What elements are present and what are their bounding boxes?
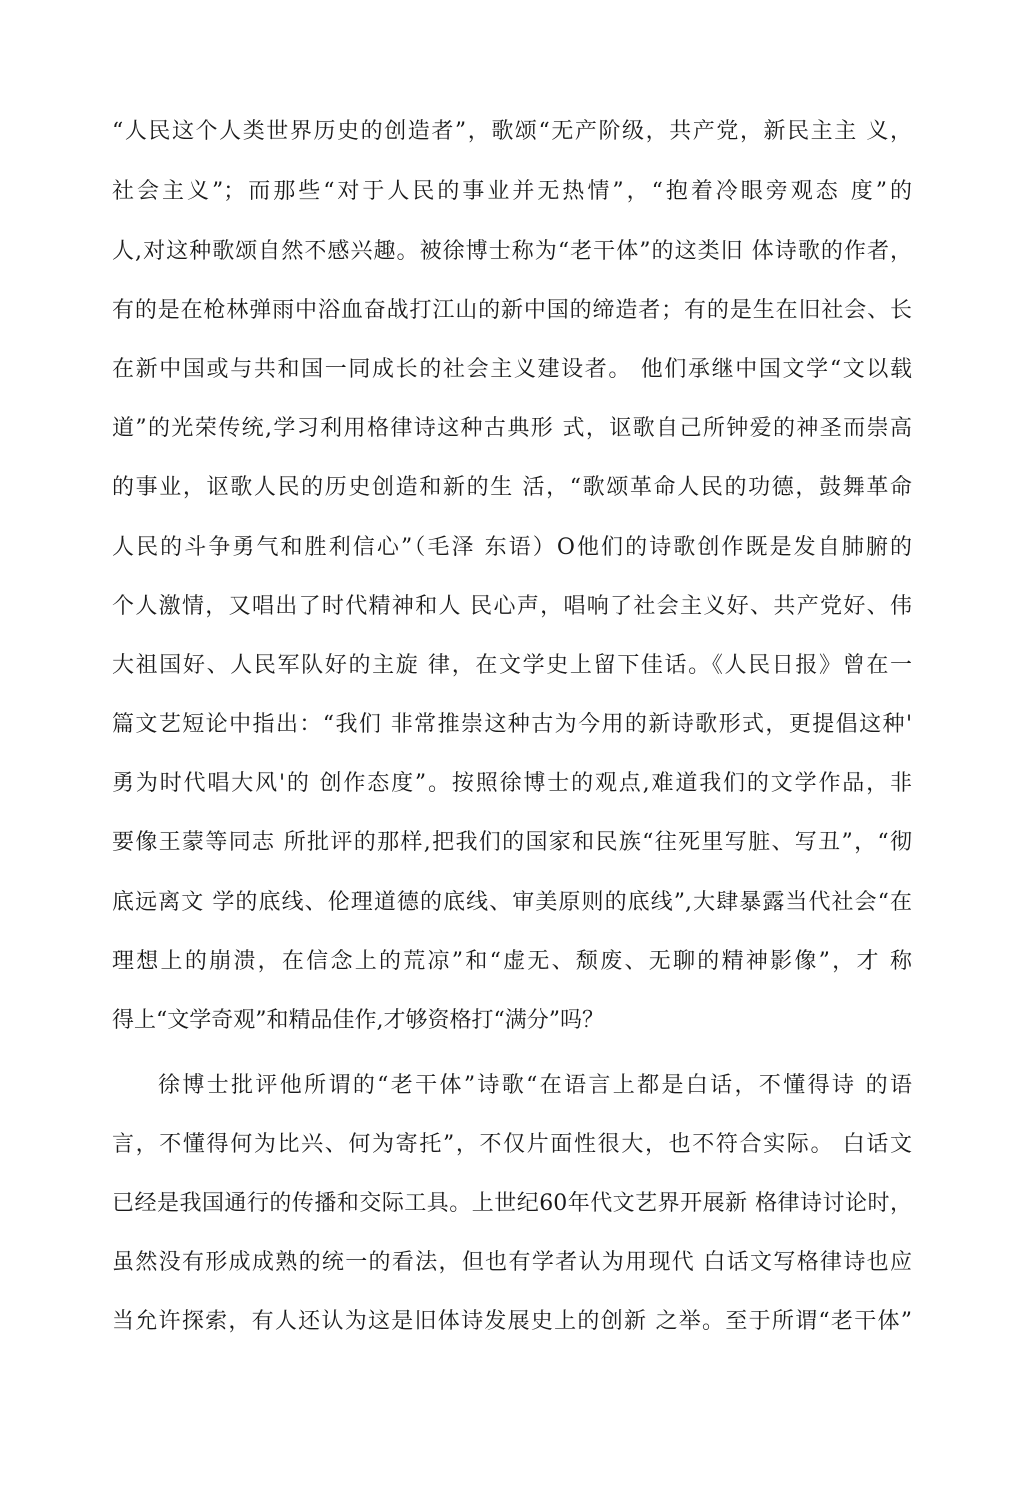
text-line-6: 道”的光荣传统,学习利用格律诗这种古典形 式，讴歌自己所钟爱的神圣而崇高 — [112, 416, 912, 441]
text-line-21: 当允许探索，有人还认为这是旧体诗发展史上的创新 之举。至于所谓“老干体” — [112, 1309, 912, 1334]
text-line-20: 虽然没有形成成熟的统一的看法，但也有学者认为用现代 白话文写格律诗也应 — [112, 1250, 912, 1275]
text-line-1: “人民这个人类世界历史的创造者”，歌颂“无产阶级，共产党，新民主主 义， — [112, 119, 912, 144]
text-line-13: 要像王蒙等同志 所批评的那样,把我们的国家和民族“往死里写脏、写丑”，“彻 — [112, 830, 912, 855]
text-line-9: 个人激情，又唱出了时代精神和人 民心声，唱响了社会主义好、共产党好、伟 — [112, 594, 912, 619]
text-line-2: 社会主义”；而那些“对于人民的事业并无热情”，“抱着冷眼旁观态 度”的 — [112, 179, 912, 204]
text-line-3: 人,对这种歌颂自然不感兴趣。被徐博士称为“老干体”的这类旧 体诗歌的作者， — [112, 239, 912, 264]
text-line-17: 徐博士批评他所谓的“老干体”诗歌“在语言上都是白话，不懂得诗 的语 — [158, 1073, 912, 1098]
text-line-18: 言，不懂得何为比兴、何为寄托”，不仅片面性很大，也不符合实际。 白话文 — [112, 1132, 912, 1157]
text-line-8: 人民的斗争勇气和胜利信心”（毛泽 东语）O他们的诗歌创作既是发自肺腑的 — [112, 535, 912, 560]
text-line-15: 理想上的崩溃，在信念上的荒凉”和“虚无、颓废、无聊的精神影像”，才 称 — [112, 949, 912, 974]
text-line-12: 勇为时代唱大风'的 创作态度”。按照徐博士的观点,难道我们的文学作品，非 — [112, 771, 912, 796]
text-line-10: 大祖国好、人民军队好的主旋 律，在文学史上留下佳话。《人民日报》曾在一 — [112, 653, 912, 678]
text-line-14: 底远离文 学的底线、伦理道德的底线、审美原则的底线”,大肆暴露当代社会“在 — [112, 890, 912, 915]
text-line-4: 有的是在枪林弹雨中浴血奋战打江山的新中国的缔造者；有的是生在旧社会、长 — [112, 298, 912, 323]
text-line-19: 已经是我国通行的传播和交际工具。上世纪60年代文艺界开展新 格律诗讨论时， — [112, 1191, 912, 1216]
text-line-16: 得上“文学奇观”和精品佳作,才够资格打“满分”吗？ — [112, 1008, 604, 1033]
text-line-5: 在新中国或与共和国一同成长的社会主义建设者。 他们承继中国文学“文以载 — [112, 357, 912, 382]
text-line-11: 篇文艺短论中指出：“我们 非常推崇这种古为今用的新诗歌形式，更提倡这种' — [112, 712, 912, 737]
text-line-7: 的事业，讴歌人民的历史创造和新的生 活，“歌颂革命人民的功德，鼓舞革命 — [112, 475, 912, 500]
